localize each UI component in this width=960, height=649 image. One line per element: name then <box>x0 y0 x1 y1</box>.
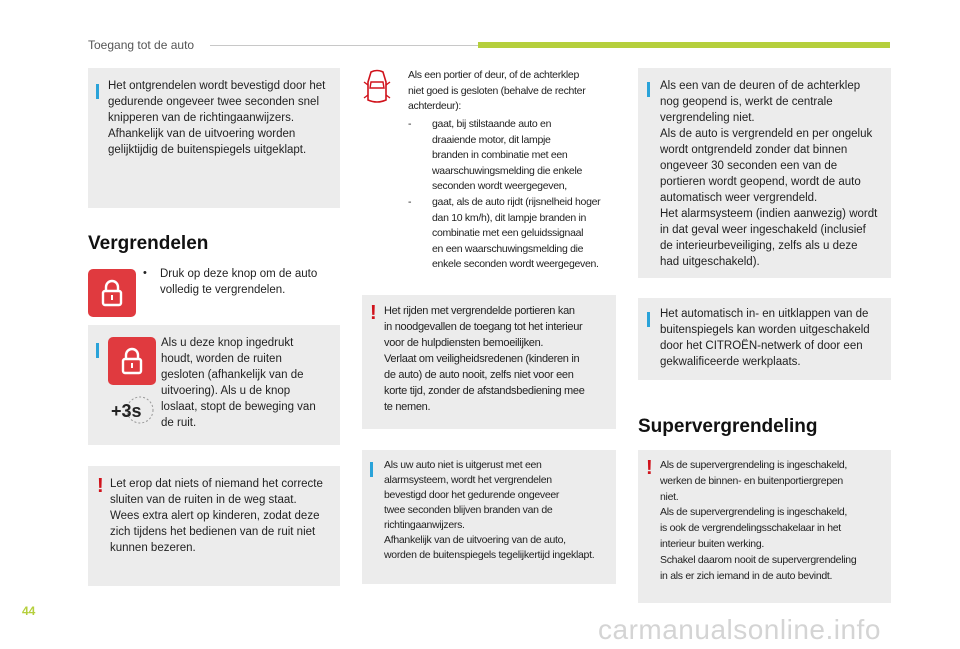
door-open-item-text: gaat, bij stilstaande auto en draaiende motor, dit lampje branden in combinatie met een waarschuwingsmelding die enkele seconden wordt weergegeven, <box>432 118 583 192</box>
warning-icon: ! <box>97 475 104 497</box>
warning-text: Als de supervergrendeling is ingeschakeld, werken de binnen- en buitenportiergrepen niet. Als de supervergrendeling is ingeschakeld, is ook de vergrendelingsschakelaar in het interieur buiten werking. Schakel daarom nooit de supervergrendeling in als er zich iemand in de auto bevindt. <box>660 459 857 582</box>
step-lock-instruction: Druk op deze knop om de auto volledig te vergrendelen. <box>160 268 318 296</box>
info-text: Als uw auto niet is uitgerust met een alarmsysteem, wordt het vergrendelen bevestigd door het gedurende ongeveer twee seconden blijven branden van de richtingaanwijzers. Afhankelijk van de uitvoering van de auto, worden de buitenspiegels tegelijkertijd ingeklapt. <box>384 459 595 561</box>
header-accent-bar <box>478 42 890 48</box>
info-box-window-closing <box>88 325 340 445</box>
info-text: Het ontgrendelen wordt bevestigd door het gedurende ongeveer twee seconden snel knipperen van de richtingaanwijzers. Afhankelijk van de uitvoering worden gelijktijdig de buitenspiegels uitgeklapt. <box>108 80 326 156</box>
warning-box-window-safety <box>88 466 340 586</box>
warning-icon: ! <box>370 302 377 324</box>
info-icon <box>647 82 650 97</box>
door-warning-lamp-icon <box>362 68 392 108</box>
info-text: Als een van de deuren of de achterklep nog geopend is, werkt de centrale vergrendeling niet. Als de auto is vergrendeld en per ongeluk wordt ontgrendeld zonder dat binnen ongeveer 30 seconden een van de portieren wordt geopend, wordt de auto automatisch weer vergrendeld. Het alarmsysteem (indien aanwezig) wordt in dat geval weer ingeschakeld (inclusief de interieurbeveiliging, zelfs als u deze had uitgeschakeld). <box>660 80 878 268</box>
info-box-no-alarm <box>362 450 616 584</box>
warning-box-locked-driving <box>362 295 616 429</box>
door-open-item-text: gaat, als de auto rijdt (rijsnelheid hoger dan 10 km/h), dit lampje branden in combinatie met een geluidssignaal en een waarschuwingsmelding die enkele seconden wordt weergegeven. <box>432 196 601 270</box>
warning-icon: ! <box>646 457 653 479</box>
timer-3s-icon <box>108 395 158 425</box>
info-box-mirror-folding <box>638 298 891 380</box>
page-header-title: Toegang tot de auto <box>88 38 195 52</box>
info-icon <box>96 343 99 358</box>
lock-button-icon <box>88 269 136 317</box>
info-icon <box>647 312 650 327</box>
dash-bullet: - <box>408 196 412 208</box>
header-divider <box>210 45 478 46</box>
section-title-locking: Vergrendelen <box>88 233 209 254</box>
info-box-unlock-confirmation <box>88 68 340 208</box>
info-box-central-locking <box>638 68 891 278</box>
info-icon <box>370 462 373 477</box>
info-text: Het automatisch in- en uitklappen van de buitenspiegels kan worden uitgeschakeld door het CITROËN-netwerk of door een gekwalificeerde werkplaats. <box>660 308 870 368</box>
watermark: carmanualsonline.info <box>598 614 881 645</box>
warning-text: Het rijden met vergrendelde portieren kan in noodgevallen de toegang tot het interieur voor de hulpdiensten bemoeilijken. Verlaat om veiligheidsredenen (kinderen in de auto) de auto nooit, zelfs niet voor een korte tijd, zonder de afstandsbediening mee te nemen. <box>384 305 585 413</box>
door-open-intro: Als een portier of deur, of de achterklep niet goed is gesloten (behalve de rechter achterdeur): <box>408 69 586 112</box>
section-title-deadlocking: Supervergrendeling <box>638 416 818 437</box>
warning-text: Let erop dat niets of niemand het correcte sluiten van de ruiten in de weg staat. Wees extra alert op kinderen, zodat deze zich tijdens het bedienen van de ruit niet kunnen bezeren. <box>110 478 323 554</box>
info-icon <box>96 84 99 99</box>
step-bullet: • <box>143 267 147 279</box>
svg-text:+3s: +3s <box>111 401 142 421</box>
dash-bullet: - <box>408 118 412 130</box>
warning-box-deadlocking <box>638 450 891 603</box>
lock-button-icon <box>108 337 156 385</box>
page-number: 44 <box>22 604 36 618</box>
info-text: Als u deze knop ingedrukt houdt, worden de ruiten gesloten (afhankelijk van de uitvoering). Als u de knop loslaat, stopt de beweging van de ruit. <box>161 337 316 429</box>
